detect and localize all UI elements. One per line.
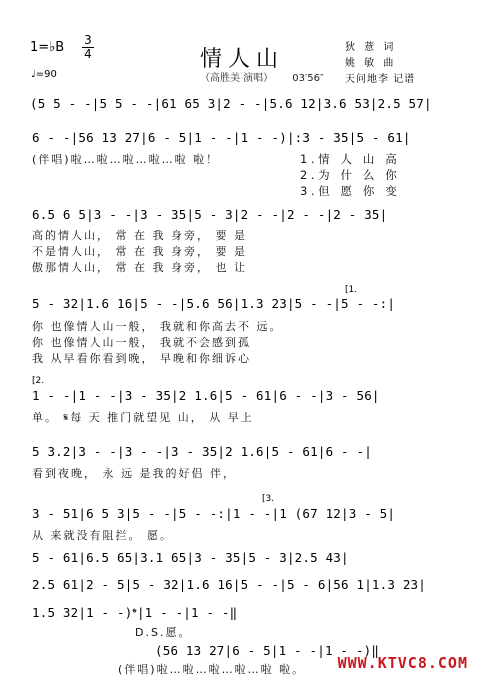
lyric-line-3-verse-3: 傲那情人山， 常 在 我 身旁， 也 让 bbox=[32, 261, 247, 274]
singer-and-duration bbox=[200, 69, 324, 84]
meter-bottom: 4 bbox=[84, 47, 92, 61]
lyric-line-10: D.S.愿。 bbox=[135, 626, 192, 639]
score-line-1: (5 5 - -|5 5 - -|61 65 3|2 - -|5.6 12|3.6 53|2.5 57| bbox=[30, 96, 432, 111]
score-line-8: 5 - 61|6.5 65|3.1 65|3 - 35|5 - 3|2.5 43| bbox=[32, 550, 349, 565]
lyric-line-3-verse-2: 不是情人山， 常 在 我 身旁， 要 是 bbox=[32, 245, 247, 258]
watermark: WWW.KTVC8.COM bbox=[337, 654, 468, 672]
lyric-line-7: 从 来就没有阻拦。 愿。 bbox=[32, 529, 173, 542]
lyric-line-6: 看到夜晚， 永 远 是我的好侣 伴， bbox=[32, 467, 236, 480]
score-line-11: (56 13 27|6 - 5|1 - -|1 - -)‖ bbox=[155, 643, 380, 658]
lyric-line-5: 单。 𝄋每 天 推门就望见 山， 从 早上 bbox=[32, 411, 254, 424]
song-title: 情人山 bbox=[200, 47, 285, 72]
verse-2-start: 2.为 什 么 你 bbox=[300, 168, 401, 182]
score-line-5: 1 - -|1 - -|3 - 35|2 1.6|5 - 61|6 - -|3 - 56| bbox=[32, 388, 380, 403]
duration-label: 03′56″ bbox=[292, 73, 324, 84]
score-line-9: 2.5 61|2 - 5|5 - 32|1.6 16|5 - -|5 - 6|56 1|1.3 23| bbox=[32, 577, 427, 592]
volta-2-mark: [2. bbox=[32, 376, 45, 386]
lyric-line-2: (伴唱)啦…啦…啦…啦…啦 啦！ bbox=[32, 153, 220, 166]
meter-top: 3 bbox=[84, 33, 92, 47]
verse-1-start: 1.情 人 山 高 bbox=[300, 152, 401, 166]
lyric-line-11: (伴唱)啦…啦…啦…啦…啦 啦。 bbox=[118, 663, 306, 676]
score-line-3: 6.5 6 5|3 - -|3 - 35|5 - 3|2 - -|2 - -|2 - 35| bbox=[32, 207, 388, 222]
key-signature: 1=♭B bbox=[30, 40, 65, 55]
lyric-line-4-verse-1: 你 也像情人山一般， 我就和你高去不 远。 bbox=[32, 320, 283, 333]
time-signature bbox=[81, 34, 95, 61]
volta-1-mark: [1. bbox=[345, 285, 358, 295]
score-line-10: 1.5 32|1 - -)𝄌|1 - -|1 - -‖ bbox=[32, 605, 238, 620]
lyric-line-4-verse-2: 你 也像情人山一般， 我就不会感到孤 bbox=[32, 336, 251, 349]
volta-3-mark: [3. bbox=[262, 494, 275, 504]
verse-3-start: 3.但 愿 你 变 bbox=[300, 184, 401, 198]
tempo-mark: ♩=90 bbox=[31, 69, 57, 80]
score-line-7: 3 - 51|6 5 3|5 - -|5 - -:|1 - -|1 (67 12|3 - 5| bbox=[32, 506, 396, 521]
transcriber-credit: 天问地李 记谱 bbox=[345, 74, 416, 85]
score-line-6: 5 3.2|3 - -|3 - -|3 - 35|2 1.6|5 - 61|6 - -| bbox=[32, 444, 372, 459]
lyric-line-3-verse-1: 高的情人山， 常 在 我 身旁， 要 是 bbox=[32, 229, 247, 242]
composer-credit: 姚 敏 曲 bbox=[345, 58, 397, 69]
score-line-4: 5 - 32|1.6 16|5 - -|5.6 56|1.3 23|5 - -|5 - -:| bbox=[32, 296, 396, 311]
score-line-2: 6 - -|56 13 27|6 - 5|1 - -|1 - -)|:3 - 35|5 - 61| bbox=[32, 130, 411, 145]
lyricist-credit: 狄 薏 词 bbox=[345, 42, 397, 53]
lyric-line-4-verse-3: 我 从早看你看到晚， 早晚和你细诉心 bbox=[32, 352, 251, 365]
singer-label: （高胜美 演唱） bbox=[200, 73, 274, 84]
